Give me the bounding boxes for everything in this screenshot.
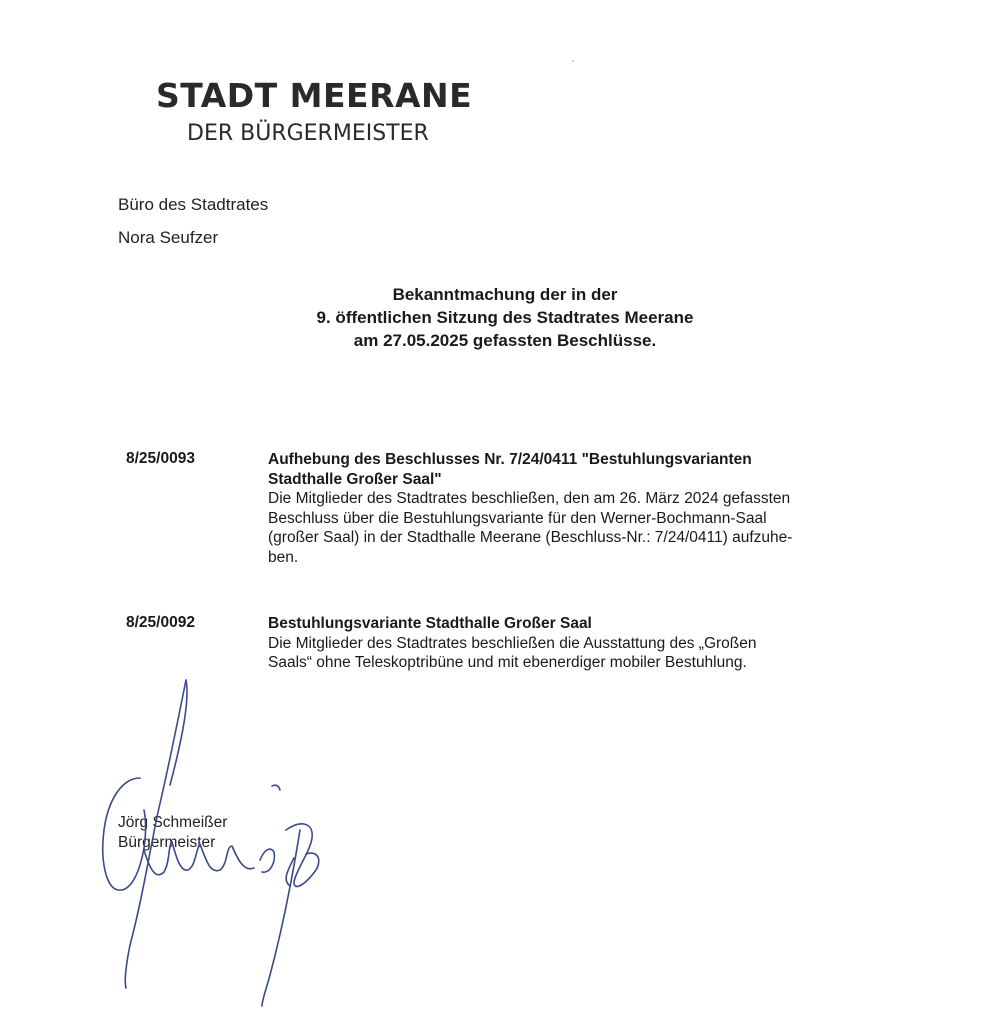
announcement-line: Bekanntmachung der in der — [392, 285, 618, 304]
resolution-body — [268, 614, 908, 673]
resolution-title-line: Aufhebung des Beschlusses Nr. 7/24/0411 "Bestuhlungsvarianten — [268, 451, 752, 468]
announcement-line: am 27.05.2025 gefassten Beschlüsse. — [353, 331, 657, 350]
resolution-text-line: Beschluss über die Bestuhlungsvariante für den Werner-Bochmann-Saal — [268, 509, 767, 527]
resolution-title — [268, 450, 908, 489]
scan-artifact — [572, 60, 574, 62]
signatory-name: Jörg Schmeißer — [118, 814, 228, 831]
city-name-heading: STADT MEERANE — [156, 76, 473, 115]
resolution-text-line: Die Mitglieder des Stadtrates beschließen, den am 26. März 2024 gefassten — [268, 490, 791, 507]
announcement-heading — [0, 283, 990, 352]
resolution-text-line: ben. — [268, 548, 299, 566]
resolution-text-line: Die Mitglieder des Stadtrates beschließen die Ausstattung des „Großen — [268, 634, 757, 652]
resolution-title-line: Stadthalle Großer Saal" — [268, 470, 442, 488]
resolution-text — [268, 489, 908, 567]
office-contact: Nora Seufzer — [118, 228, 219, 247]
resolution-number: 8/25/0093 — [126, 450, 195, 467]
resolution-number: 8/25/0092 — [126, 614, 195, 631]
signatory-block — [118, 813, 227, 853]
resolution-title — [268, 614, 908, 634]
office-department: Büro des Stadtrates — [118, 195, 269, 214]
mayor-subheading: DER BÜRGERMEISTER — [187, 121, 429, 146]
announcement-line: 9. öffentlichen Sitzung des Stadtrates Meerane — [316, 308, 694, 327]
signatory-role: Bürgermeister — [118, 834, 216, 851]
resolution-text-line: Saals“ ohne Teleskoptribüne und mit ebenerdiger mobiler Bestuhlung. — [268, 654, 747, 671]
resolution-text — [268, 634, 908, 673]
resolution-text-line: (großer Saal) in der Stadthalle Meerane (Beschluss-Nr.: 7/24/0411) aufzuhe- — [268, 529, 793, 546]
resolution-body — [268, 450, 908, 567]
resolution-title-line: Bestuhlungsvariante Stadthalle Großer Saal — [268, 615, 592, 632]
